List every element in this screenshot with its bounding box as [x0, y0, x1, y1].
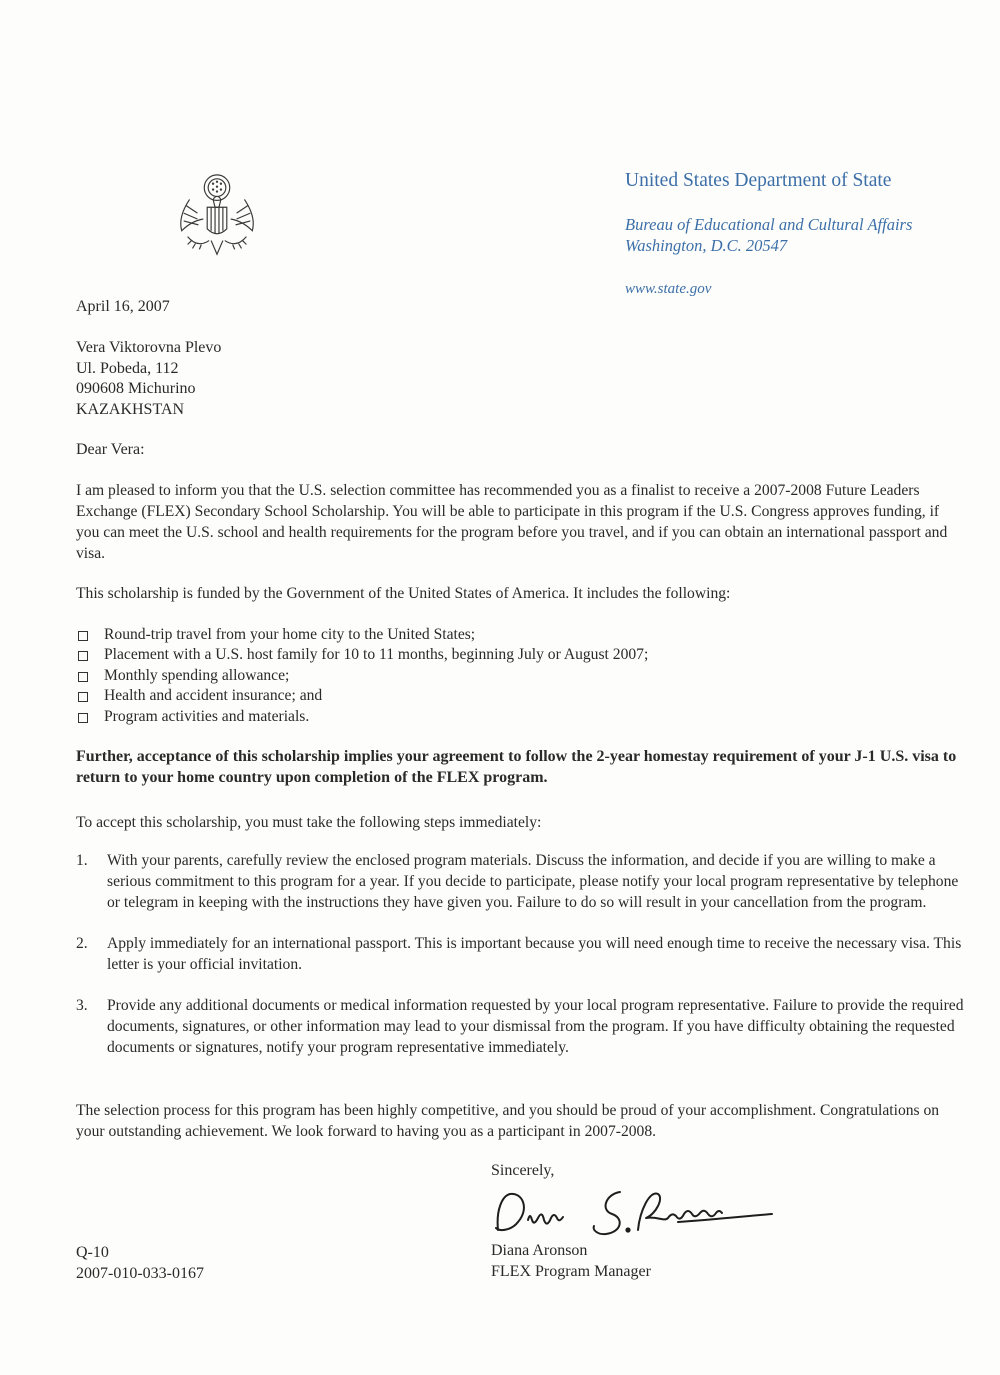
- letter-date: April 16, 2007: [76, 298, 170, 315]
- signer-name: Diana Aronson: [491, 1242, 588, 1259]
- list-item: [76, 995, 966, 1058]
- recipient-country: KAZAKHSTAN: [76, 400, 185, 418]
- recipient-postal-city: 090608 Michurino: [76, 380, 196, 397]
- list-item: Monthly spending allowance;: [76, 666, 648, 686]
- checkbox-square-icon: [78, 651, 88, 661]
- checkbox-square-icon: [78, 672, 88, 682]
- signoff: Sincerely,: [491, 1162, 555, 1179]
- benefits-list: [76, 625, 648, 727]
- agency-name: United States Department of State: [625, 170, 892, 191]
- reference-block: [76, 1243, 204, 1284]
- list-item: Round-trip travel from your home city to the United States;: [76, 625, 648, 645]
- signature-image: [488, 1180, 778, 1240]
- steps-list: [76, 850, 966, 1058]
- paragraph-funding: This scholarship is funded by the Government of the United States of America. It includes the following:: [76, 585, 731, 602]
- salutation: Dear Vera:: [76, 441, 145, 458]
- steps-intro: To accept this scholarship, you must take the following steps immediately:: [76, 814, 542, 831]
- bureau-city: Washington, D.C. 20547: [625, 236, 788, 255]
- reference-form: Q-10: [76, 1244, 109, 1261]
- closing-paragraph: The selection process for this program has been highly competitive, and you should be proud of your accomplishment. Congratulations on your outstanding achievement. We look forward to having you as a participant in 2007-2008.: [76, 1102, 940, 1140]
- paragraph-intro: I am pleased to inform you that the U.S. selection committee has recommended you as a finalist to receive a 2007-2008 Future Leaders Exchange (FLEX) Secondary School Scholarship. You will be able to participate in this program if the U.S. Congress approves funding, if you can meet the U.S. school and health requirements for the program before you travel, and if you can obtain an international passport and visa.: [76, 482, 948, 562]
- signer-title: FLEX Program Manager: [491, 1262, 651, 1280]
- reference-number: 2007-010-033-0167: [76, 1264, 204, 1282]
- step-number: 2.: [76, 935, 88, 952]
- checkbox-square-icon: [78, 631, 88, 641]
- homestay-notice: Further, acceptance of this scholarship implies your agreement to follow the 2-year homestay requirement of your J-1 U.S. visa to return to your home country upon completion of the FLEX program.: [76, 748, 957, 786]
- list-item: Program activities and materials.: [76, 707, 648, 727]
- list-item: [76, 933, 966, 975]
- bureau-block: [625, 214, 912, 256]
- recipient-street: Ul. Pobeda, 112: [76, 359, 179, 377]
- signer-block: [491, 1241, 651, 1282]
- step-text: Provide any additional documents or medical information requested by your local program representative. Failure to provide the required documents, signatures, or other information may lead to your dismissal from the program. If you have difficulty obtaining the requested documents or signatures, notify your program representative immediately.: [107, 997, 964, 1056]
- bureau-name: Bureau of Educational and Cultural Affairs: [625, 215, 913, 234]
- agency-website: www.state.gov: [625, 281, 712, 297]
- step-number: 3.: [76, 997, 88, 1014]
- recipient-name: Vera Viktorovna Plevo: [76, 339, 222, 356]
- list-item: Placement with a U.S. host family for 10 to 11 months, beginning July or August 2007;: [76, 645, 648, 665]
- recipient-address: [76, 338, 221, 420]
- step-number: 1.: [76, 852, 88, 869]
- step-text: Apply immediately for an international passport. This is important because you will need enough time to receive the necessary visa. This letter is your official invitation.: [107, 935, 962, 973]
- checkbox-square-icon: [78, 713, 88, 723]
- checkbox-square-icon: [78, 692, 88, 702]
- great-seal-icon: [168, 170, 266, 268]
- list-item: Health and accident insurance; and: [76, 686, 648, 706]
- list-item: [76, 850, 966, 913]
- step-text: With your parents, carefully review the enclosed program materials. Discuss the information, and decide if you are willing to make a serious commitment to this program for a year. If you decide to participate, please notify your local program representative by telephone or telegram in keeping with the instructions they have given you. Failure to do so will result in your cancellation from the program.: [107, 852, 959, 911]
